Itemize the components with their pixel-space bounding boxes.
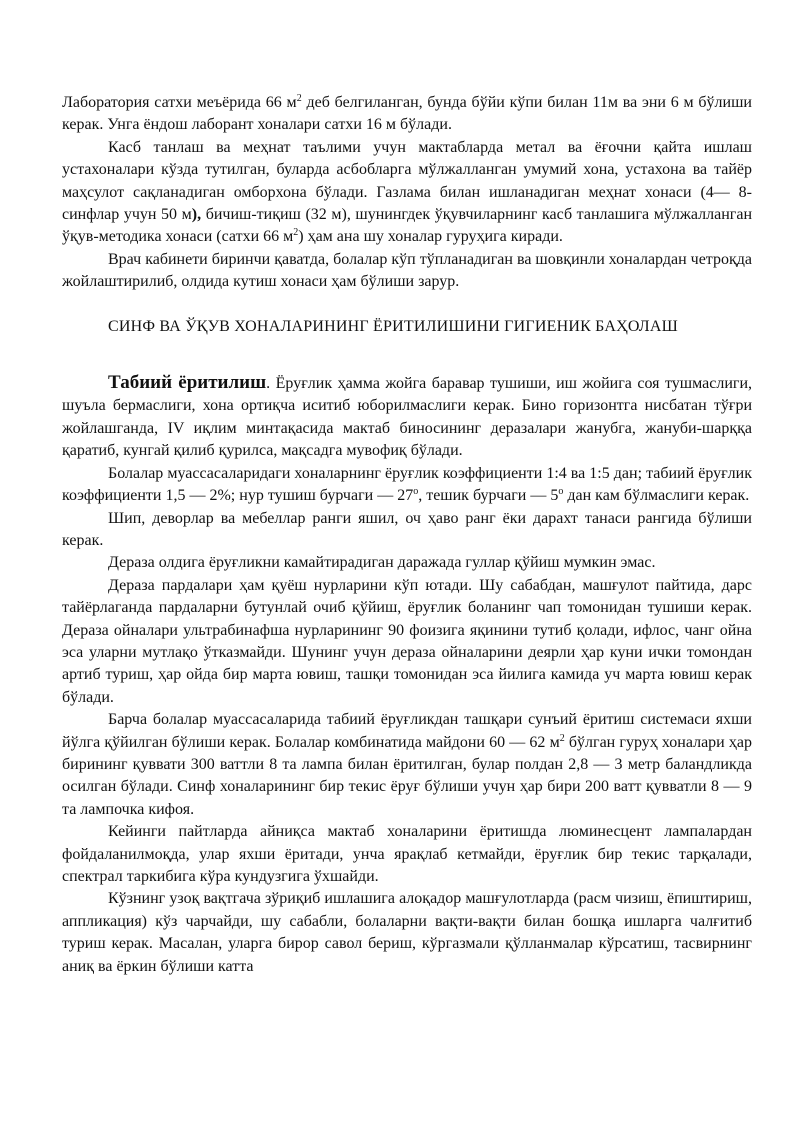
superscript: o [558, 486, 564, 498]
text: дан кам бўлмаслиги керак. [563, 487, 750, 505]
paragraph-doctor-office: Врач кабинети биринчи қаватда, болалар кўп тўпланадиган ва шовқинли хоналардан четроқда жойлаштирилиб, олдида кутиш хонаси ҳам бўлиши зарур. [62, 250, 752, 291]
text: ) ҳам ана шу хоналар гуруҳига киради. [298, 228, 563, 246]
paragraph-light-coefficient [62, 463, 752, 508]
paragraph-fluorescent: Кейинги пайтларда айниқса мактаб хоналарини ёритишда люминесцент лампалардан фойдаланилмоқда, улар яхши ёритади, унча ярақлаб кетмайди, ёруғлик бир текис тарқалади, спектрал таркибига кўра кундузгига ўхшайди. [62, 823, 752, 885]
text: Лаборатория сатхи меъёрида 66 м [62, 94, 297, 111]
paragraph-colors: Шип, деворлар ва мебеллар ранги яшил, оч ҳаво ранг ёки дарахт танаси рангида бўлиши керак. [62, 509, 752, 549]
text: Касб танлаш ва меҳнат таълими учун мактабларда метал ва ёғочни қайта ишлаш устахоналари кўзда тутилган, буларда асбобларга мўлжалланган умумий хона, устахона ва тайёр маҳсулот сақланадиган омборхона бўлади. Газлама билан ишланадиган меҳнат хонаси (4— 8-синфлар учун 50 м [62, 138, 752, 224]
paragraph-eye-strain: Кўзнинг узоқ вақтгача зўриқиб ишлашига алоқадор машғулотларда (расм чизиш, ёпиштириш, аппликация) кўз чарчайди, шу сабабли, болаларни вақти-вақти билан бошқа ишларга чалғитиб туриш керак. Масалан, уларга бирор савол бериш, кўргазмали қўлланмалар кўрсатиш, тасвирнинг аниқ ва ёркин бўлиши катта [62, 890, 752, 975]
text: деб белгиланган, бунда бўйи кўпи билан 11м ва эни 6 м бўлиши керак. Унга ёндош лаборант хоналари сатхи 16 м бўлади. [62, 94, 752, 134]
text: Болалар муассасаларидаги хоналарнинг ёруғлик коэффициенти 1:4 ва 1:5 дан; табиий ёруғлик коэффициенти 1,5 — 2%; нур тушиш бурчаги — 27 [62, 464, 752, 505]
superscript: 2 [293, 227, 299, 239]
paragraph-artificial-lighting [62, 709, 752, 821]
paragraph-lab-area [62, 92, 752, 137]
superscript: 2 [559, 732, 565, 744]
superscript: 2 [296, 93, 302, 104]
document-page [62, 92, 752, 978]
paragraph-natural-lighting [62, 372, 752, 463]
paragraph-flowers: Дераза олдига ёруғликни камайтирадиган даражада гуллар қўйиш мумкин эмас. [108, 554, 656, 572]
paragraph-workshops [62, 137, 752, 249]
text: бўлган гуруҳ хоналари ҳар бирининг қуввати 300 ваттли 8 та лампа билан ёритилган, булар полдан 2,8 — 3 метр баландликда осилган бўлади. Синф хоналарининг бир текис ёруғ бўлиши учун ҳар бири 200 ватт қувватли 8 — 9 та лампочка кифоя. [62, 733, 752, 818]
superscript: o [413, 486, 419, 498]
text: Барча болалар муассасаларида табиий ёруғликдан ташқари сунъий ёритиш системаси яхши йўлга қўйилган бўлиши керак. Болалар комбинатида майдони 60 — 62 м [62, 711, 752, 751]
text: . Ёруғлик ҳамма жойга баравар тушиши, иш жойига соя тушмаслиги, шуъла бермаслиги, хона ортиқча иситиб юборилмаслиги керак. Бино горизонтга нисбатан тўғри жойлашганда, IV иқлим минтақасида мактаб биносининг деразалари жанубга, жануби-шарққа қаратиб, кунгай қилиб қурилса, мақсадга мувофиқ бўлади. [62, 375, 752, 460]
term-heading: Табиий ёритилиш [108, 372, 267, 394]
bold-text: ), [191, 206, 202, 224]
section-heading: СИНФ ВА ЎҚУВ ХОНАЛАРИНИНГ ЁРИТИЛИШИНИ ГИГИЕНИК БАҲОЛАШ [108, 317, 678, 335]
text: , тешик бурчаги — 5 [418, 487, 559, 505]
text: бичиш-тиқиш (32 м), шунингдек ўқувчиларнинг касб танлашига мўлжалланган ўқув-методика хонаси (сатхи 66 м [62, 206, 753, 246]
paragraph-curtains: Дераза пардалари ҳам қуёш нурларини кўп ютади. Шу сабабдан, машғулот пайтида, дарс тайёрлаганда пардаларни бутунлай очиб қўйиш, ёруғлик боланинг чап томонидан тушиши керак. Дераза ойналари ультрабинафша нурларининг 90 фоизига яқинини тутиб қолади, ифлос, чанг ойна эса уларни мутлақо ўтказмайди. Шунинг учун дераза ойналарини деярли ҳар куни ички томондан артиб туриш, ҳар ойда бир марта ювиш, ташқи томонидан эса йилига камида уч марта ювиш керак бўлади. [62, 576, 752, 706]
